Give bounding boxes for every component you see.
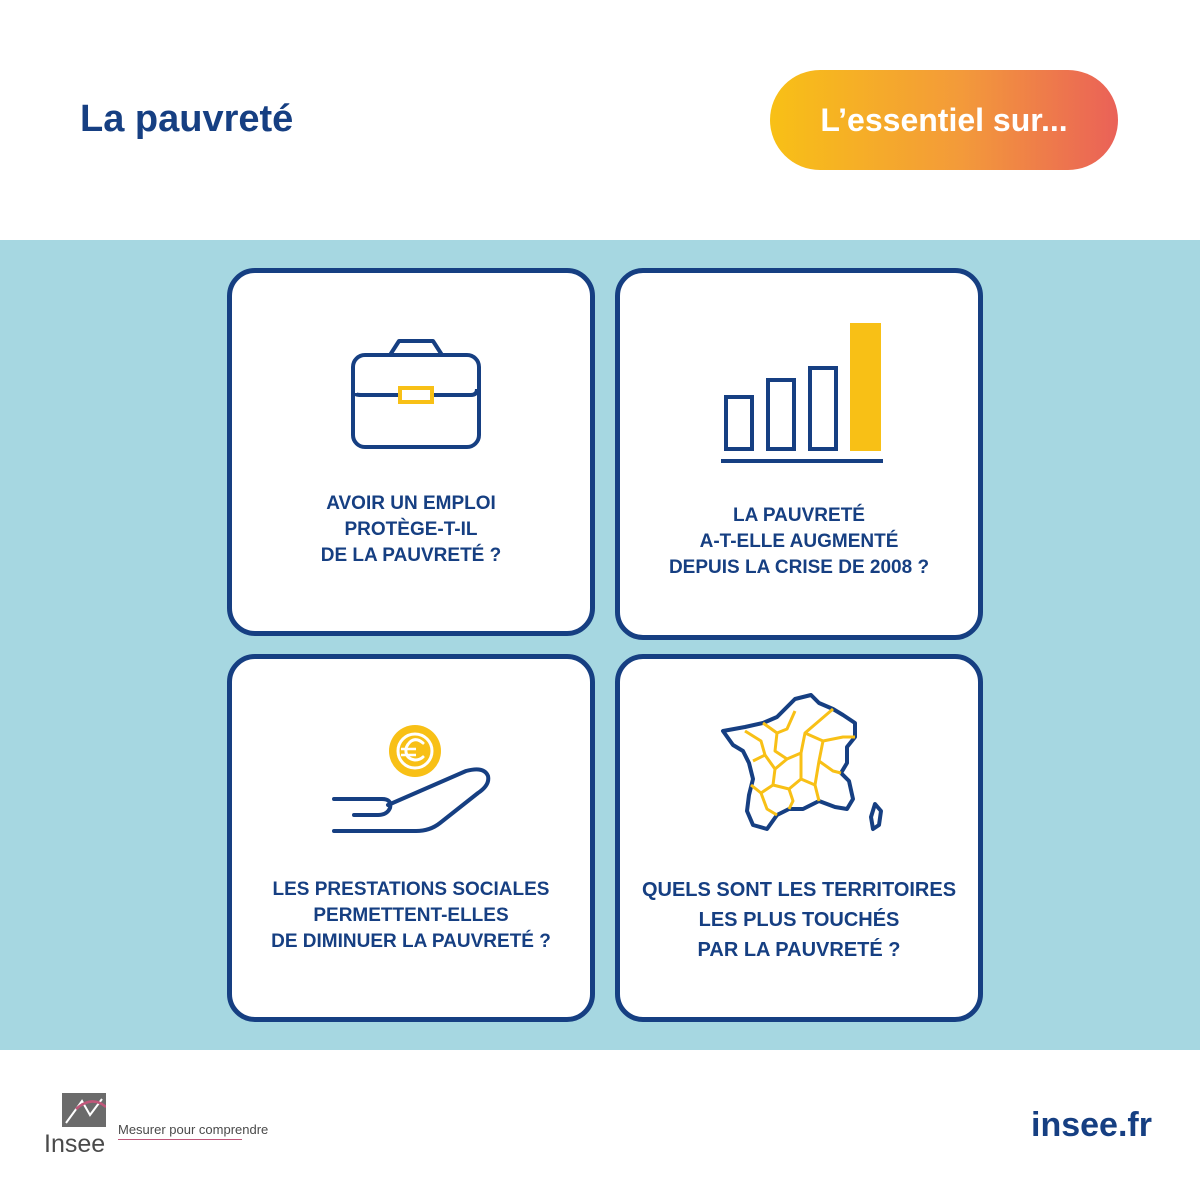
- bar-chart-icon: [715, 318, 890, 468]
- question-line: PROTÈGE-T-IL: [344, 519, 478, 540]
- card-question: [232, 877, 590, 955]
- question-line: DEPUIS LA CRISE DE 2008 ?: [668, 557, 930, 578]
- question-line: LES PRESTATIONS SOCIALES: [272, 879, 550, 900]
- card-employment[interactable]: [227, 268, 595, 636]
- tagline-underline: [118, 1139, 242, 1140]
- essentiel-badge-label: L’essentiel sur...: [820, 101, 1068, 138]
- question-line: LES PLUS TOUCHÉS: [698, 909, 900, 931]
- insee-logo-text: Insee: [44, 1130, 106, 1158]
- insee-logo-mark-icon: [62, 1093, 106, 1127]
- insee-tagline: Mesurer pour comprendre: [118, 1122, 269, 1137]
- essentiel-badge: [770, 70, 1118, 170]
- card-question: [620, 503, 978, 581]
- insee-logo-icon: [62, 1093, 106, 1127]
- question-line: LA PAUVRETÉ: [733, 505, 865, 526]
- card-poverty-trend[interactable]: [615, 268, 983, 640]
- question-line: DE LA PAUVRETÉ ?: [320, 545, 502, 566]
- card-question: [232, 491, 590, 569]
- question-line: DE DIMINUER LA PAUVRETÉ ?: [271, 931, 551, 952]
- question-line: AVOIR UN EMPLOI: [326, 493, 496, 514]
- question-line: PERMETTENT-ELLES: [313, 905, 509, 926]
- france-map-icon: [715, 689, 895, 844]
- question-line: QUELS SONT LES TERRITOIRES: [641, 879, 957, 901]
- site-link[interactable]: insee.fr: [1031, 1106, 1152, 1144]
- card-social-benefits[interactable]: [227, 654, 595, 1022]
- card-question: [620, 875, 978, 965]
- question-line: PAR LA PAUVRETÉ ?: [697, 939, 901, 961]
- card-territories[interactable]: [615, 654, 983, 1022]
- hand-euro-coin-icon: [330, 719, 495, 844]
- page-title: La pauvreté: [80, 98, 294, 140]
- header: [0, 0, 1200, 240]
- question-line: A-T-ELLE AUGMENTÉ: [699, 531, 899, 552]
- briefcase-icon: [345, 333, 485, 458]
- content-band: [0, 240, 1200, 1050]
